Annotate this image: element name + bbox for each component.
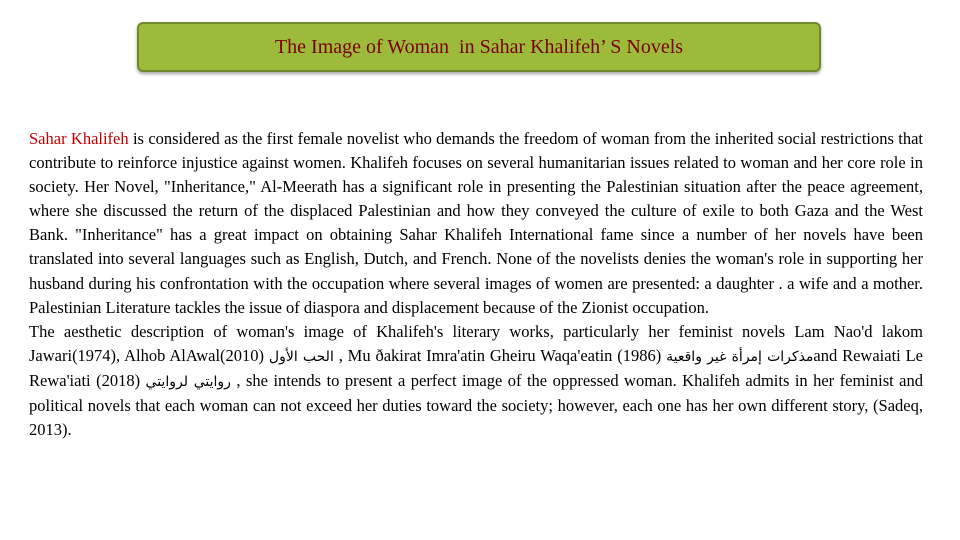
paragraph-1 <box>29 127 923 320</box>
paragraph-2-part-2: , Mu ðakirat Imra'atin Gheiru Waqa'eatin (1986) <box>333 345 667 365</box>
body-text <box>29 127 923 442</box>
title-banner <box>137 22 821 72</box>
paragraph-2 <box>29 320 923 442</box>
paragraph-2-part-1: The aesthetic description of woman's image of Khalifeh's literary works, particularly her feminist novels Lam Nao'd lakom Jawari(1974), Alhob AlAwal(2010) <box>29 321 923 365</box>
arabic-title-alhob-alawal: الحب الأول <box>268 348 334 365</box>
arabic-title-rewaiati: روايتي لروايتي <box>145 373 231 390</box>
paragraph-2-part-3: and Rewaiati Le Rewa'iati (2018) <box>29 345 924 390</box>
slide-title: The Image of Woman in Sahar Khalifeh’ S Novels <box>274 35 684 58</box>
paragraph-2-part-4: , she intends to present a perfect image of the oppressed woman. Khalifeh admits in her feminist and political novels that each woman can not exceed her duties toward the society; however, each one has her own different story, (Sadeq, 2013). <box>29 370 923 440</box>
paragraph-1-text: is considered as the first female novelist who demands the freedom of woman from the inherited social restrictions that contribute to reinforce injustice against women. Khalifeh focuses on several humanitarian issues related to woman and her core role in society. Her Novel, "Inheritance," Al-Meerath has a significant role in presenting the Palestinian situation after the peace agreement, where she discussed the return of the displaced Palestinian and how they conveyed the culture of exile to both Gaza and the West Bank. "Inheritance" has a great impact on obtaining Sahar Khalifeh International fame since a number of her novels have been translated into several languages such as English, Dutch, and French. None of the novelists denies the woman's role in supporting her husband during his confrontation with the occupation where several images of women are presented: a daughter . a wife and a mother. Palestinian Literature tackles the issue of diaspora and displacement because of the Zionist occupation. <box>29 129 924 317</box>
arabic-title-mudhakkirat: مذكرات إمرأة غير واقعية <box>666 348 814 365</box>
author-name-highlight: Sahar Khalifeh <box>29 129 129 148</box>
